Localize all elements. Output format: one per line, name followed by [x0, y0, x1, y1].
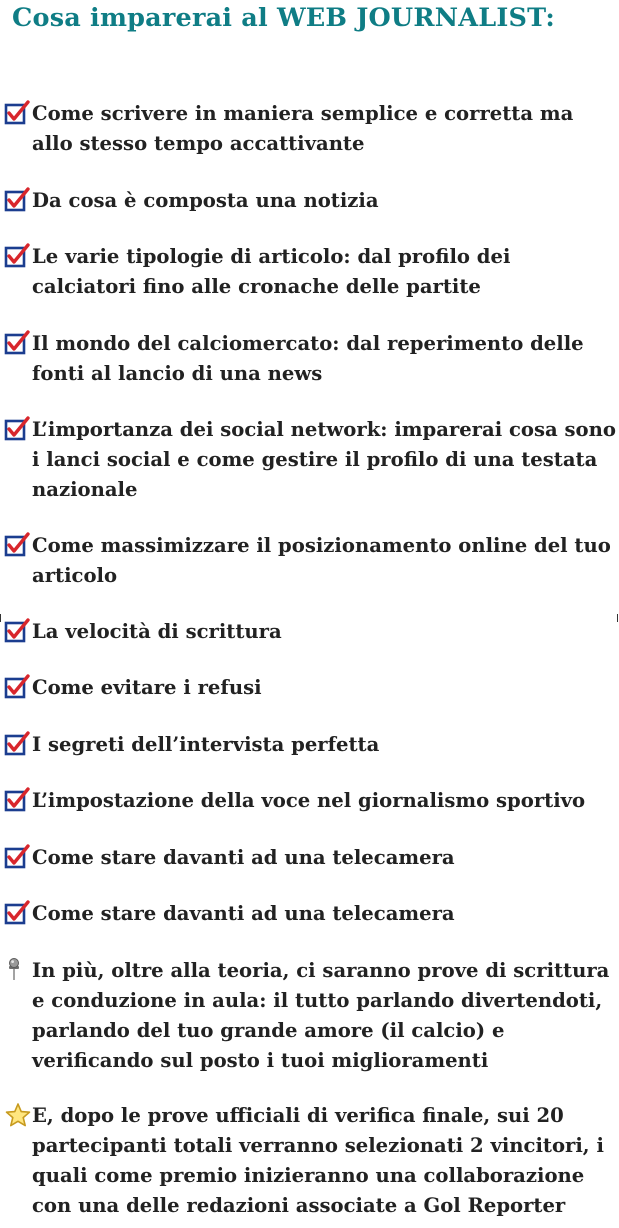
list-item	[4, 730, 616, 760]
list-item-text: Il mondo del calciomercato: dal reperimento delle fonti al lancio di una news	[32, 332, 584, 385]
list-item	[4, 99, 616, 159]
checkbox-checked-icon	[4, 330, 32, 356]
list-item	[4, 786, 616, 816]
left-edge-mark	[0, 614, 1, 622]
list-item	[4, 956, 616, 1076]
checkbox-checked-icon	[4, 416, 32, 442]
list-item-text: Come stare davanti ad una telecamera	[32, 846, 455, 869]
right-edge-mark	[617, 614, 618, 622]
pushpin-icon	[4, 957, 32, 983]
list-item-text: I segreti dell’intervista perfetta	[32, 733, 380, 756]
list-item	[4, 531, 616, 591]
list-item-text: Le varie tipologie di articolo: dal profilo dei calciatori fino alle cronache delle partite	[32, 245, 511, 298]
checkbox-checked-icon	[4, 787, 32, 813]
list-item-text: Da cosa è composta una notizia	[32, 189, 379, 212]
checkbox-checked-icon	[4, 243, 32, 269]
list-item-text: Come evitare i refusi	[32, 676, 262, 699]
list-item-text: La velocità di scrittura	[32, 620, 282, 643]
list-item	[4, 415, 616, 505]
checkbox-checked-icon	[4, 100, 32, 126]
list-item-text: L’impostazione della voce nel giornalismo sportivo	[32, 789, 586, 812]
list-item	[4, 242, 616, 302]
list-item	[4, 617, 616, 647]
page-title: Cosa imparerai al WEB JOURNALIST:	[12, 3, 556, 33]
list-item-text: In più, oltre alla teoria, ci saranno prove di scrittura e conduzione in aula: il tutto parlando divertendoti, parlando del tuo grande amore (il calcio) e verificando sul posto i tuoi miglioramenti	[32, 959, 610, 1072]
list-item	[4, 329, 616, 389]
list-item	[4, 899, 616, 929]
checkbox-checked-icon	[4, 731, 32, 757]
list-item	[4, 1101, 616, 1221]
checkbox-checked-icon	[4, 900, 32, 926]
list-item	[4, 186, 616, 216]
list-item-text: Come scrivere in maniera semplice e corretta ma allo stesso tempo accattivante	[32, 102, 574, 155]
list-item-text: Come massimizzare il posizionamento online del tuo articolo	[32, 534, 611, 587]
list-item-text: L’importanza dei social network: imparerai cosa sono i lanci social e come gestire il profilo di una testata nazionale	[32, 418, 616, 501]
list-item-text: Come stare davanti ad una telecamera	[32, 902, 455, 925]
checkbox-checked-icon	[4, 532, 32, 558]
checkbox-checked-icon	[4, 674, 32, 700]
checkbox-checked-icon	[4, 844, 32, 870]
list-item	[4, 673, 616, 703]
list-item	[4, 843, 616, 873]
list-item-text: E, dopo le prove ufficiali di verifica finale, sui 20 partecipanti totali verranno selezionati 2 vincitori, i quali come premio inizieranno una collaborazione con una delle redazioni associate a Gol Reporter	[32, 1104, 604, 1217]
star-icon	[4, 1102, 32, 1128]
checkbox-checked-icon	[4, 618, 32, 644]
checkbox-checked-icon	[4, 187, 32, 213]
